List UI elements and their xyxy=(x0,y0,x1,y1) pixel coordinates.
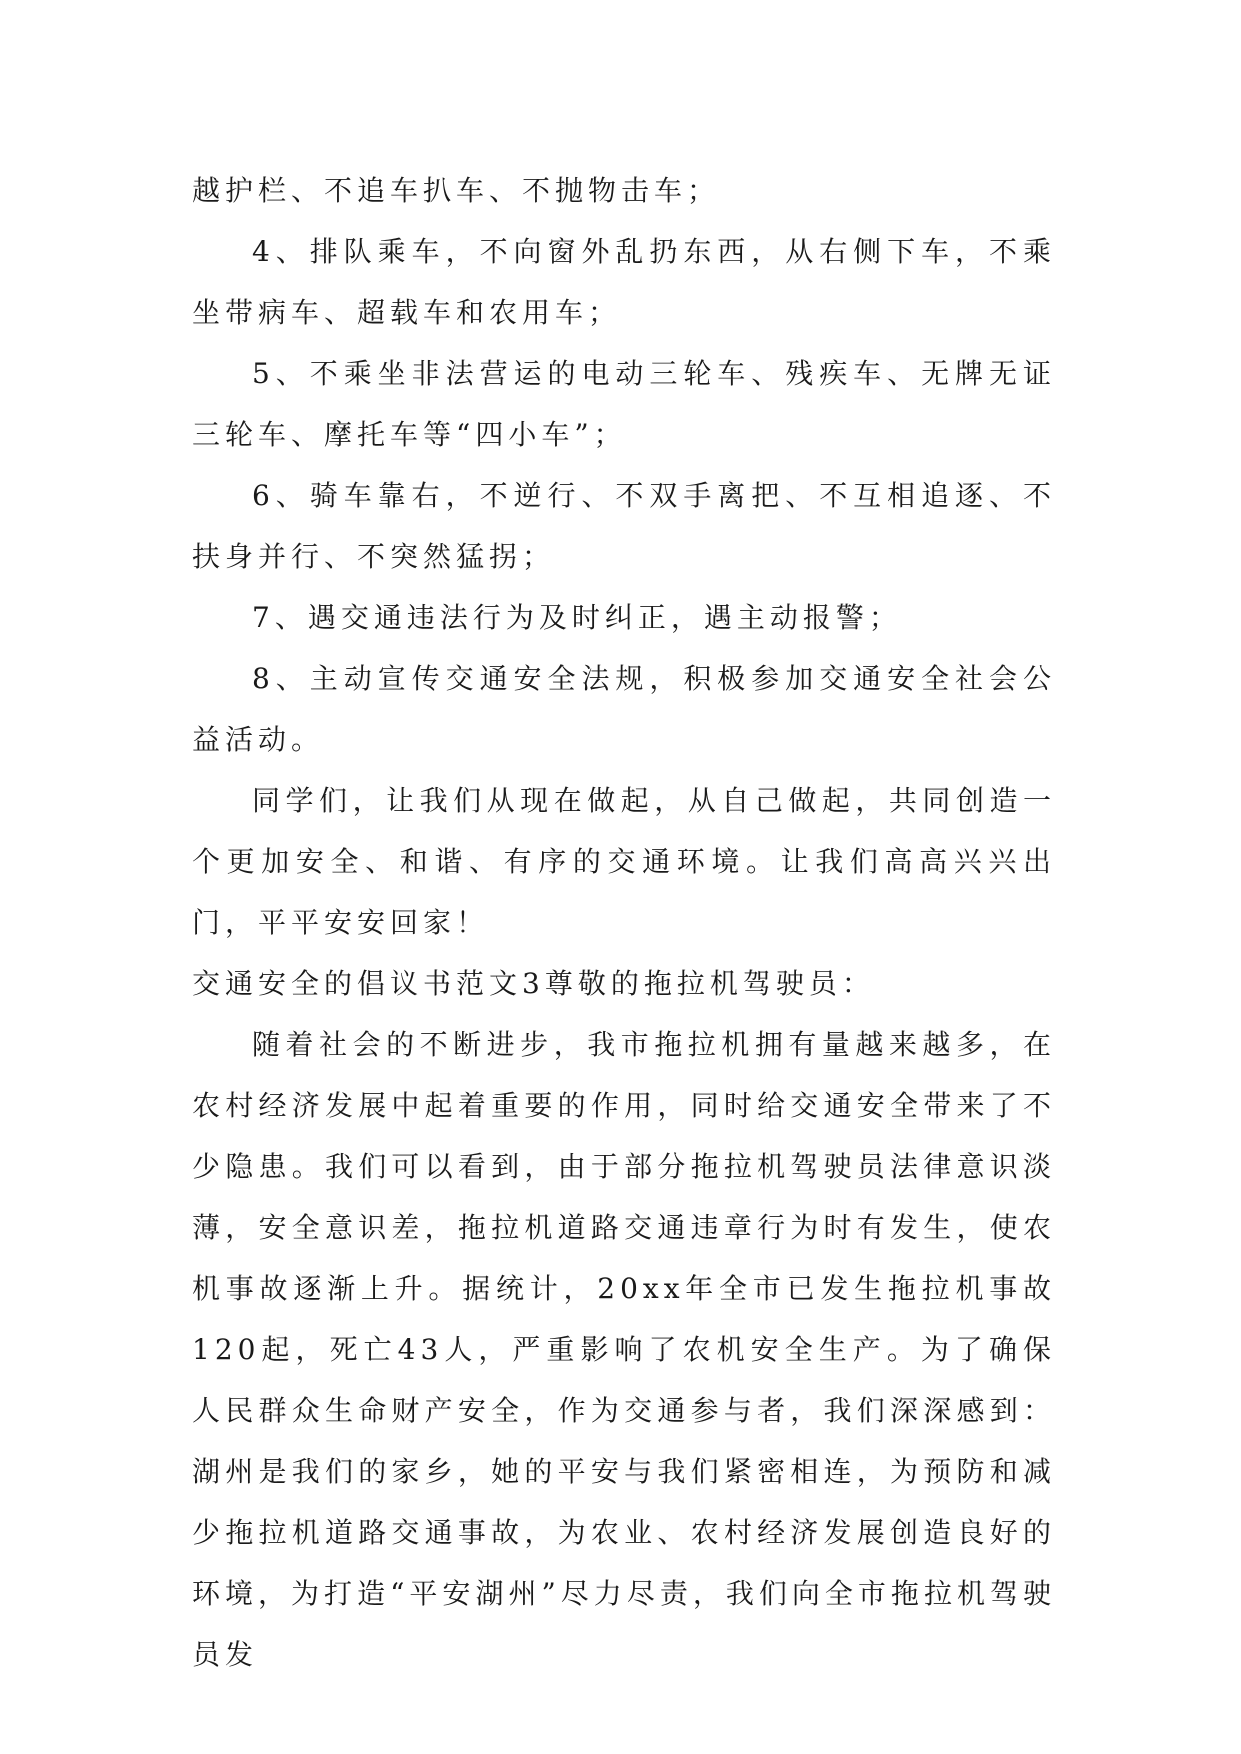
paragraph-item-6: 6、骑车靠右，不逆行、不双手离把、不互相追逐、不扶身并行、不突然猛拐； xyxy=(192,479,1056,573)
document-body xyxy=(192,160,1056,1685)
paragraph-item-5: 5、不乘坐非法营运的电动三轮车、残疾车、无牌无证三轮车、摩托车等“四小车”； xyxy=(192,357,1056,451)
paragraph-continuation: 越护栏、不追车扒车、不抛物击车； xyxy=(192,174,721,207)
paragraph-item-4: 4、排队乘车，不向窗外乱扔东西，从右侧下车，不乘坐带病车、超载车和农用车； xyxy=(192,235,1056,329)
paragraph-body: 随着社会的不断进步，我市拖拉机拥有量越来越多，在农村经济发展中起着重要的作用，同时给交通安全带来了不少隐患。我们可以看到，由于部分拖拉机驾驶员法律意识淡薄，安全意识差，拖拉机道路交通违章行为时有发生，使农机事故逐渐上升。据统计，20xx年全市已发生拖拉机事故120起，死亡43人，严重影响了农机安全生产。为了确保人民群众生命财产安全，作为交通参与者，我们深深感到：湖州是我们的家乡，她的平安与我们紧密相连，为预防和减少拖拉机道路交通事故，为农业、农村经济发展创造良好的环境，为打造“平安湖州”尽力尽责，我们向全市拖拉机驾驶员发 xyxy=(192,1028,1056,1671)
paragraph-item-8: 8、主动宣传交通安全法规，积极参加交通安全社会公益活动。 xyxy=(192,662,1056,756)
paragraph-item-7: 7、遇交通违法行为及时纠正，遇主动报警； xyxy=(252,601,902,634)
paragraph-closing: 同学们，让我们从现在做起，从自己做起，共同创造一个更加安全、和谐、有序的交通环境。让我们高高兴兴出门，平平安安回家！ xyxy=(192,784,1056,939)
section-heading: 交通安全的倡议书范文3尊敬的拖拉机驾驶员： xyxy=(192,967,875,1000)
